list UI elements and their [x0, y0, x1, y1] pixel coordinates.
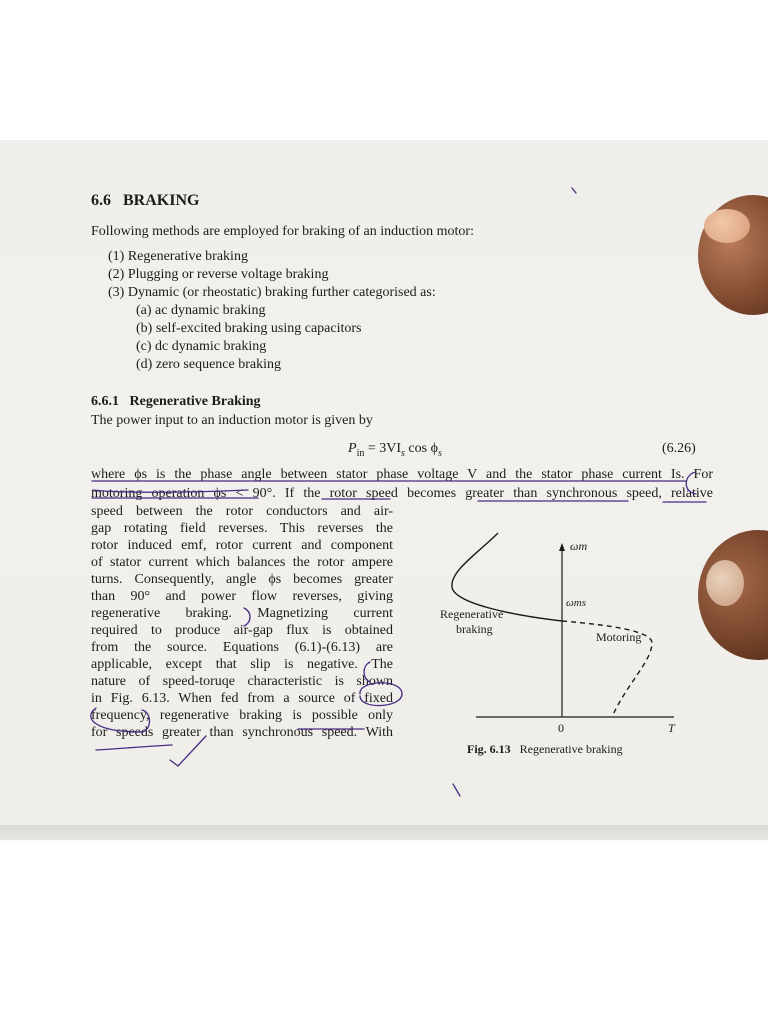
body-line: speed between the rotor conductors and air- — [91, 504, 393, 519]
figure-caption — [467, 742, 623, 757]
body-line: in Fig. 6.13. When fed from a source of fixed — [91, 691, 393, 706]
submethod-number: (d) — [136, 357, 153, 372]
submethod-item — [136, 339, 266, 355]
equation-rhs-tail: cos ϕ — [404, 441, 438, 456]
equation-lhs: P — [348, 441, 357, 456]
sync-speed-label: ωms — [566, 597, 586, 609]
motoring-region-label: Motoring — [596, 630, 642, 644]
body-line: for speeds greater than synchronous speed. With — [91, 725, 393, 740]
submethod-label: ac dynamic braking — [155, 303, 266, 318]
equation-rhs: = 3VI — [367, 441, 402, 456]
figure-caption-text: Regenerative braking — [519, 742, 623, 756]
body-line: than 90° and power flow reverses, giving — [91, 589, 393, 604]
method-number: (3) — [108, 285, 125, 300]
body-line: frequency, regenerative braking is possible only — [91, 708, 393, 723]
method-label: Dynamic (or rheostatic) braking further categorised as: — [127, 285, 436, 300]
body-line: regenerative braking. Magnetizing current — [91, 606, 393, 621]
body-line: of stator current which balances the rotor ampere — [91, 555, 393, 570]
y-axis-label: ωm — [570, 539, 588, 553]
method-item — [108, 249, 248, 265]
y-axis-arrow — [559, 543, 565, 551]
body-line-full: motoring operation ϕs < 90°. If the rotor speed becomes greater than synchronous speed, relative — [91, 486, 713, 501]
thumbnail-top — [704, 209, 750, 243]
submethod-number: (b) — [136, 321, 153, 336]
body-line-full: where ϕs is the phase angle between stator phase voltage V and the stator phase current Is. For — [91, 467, 713, 482]
subsection-heading — [91, 393, 261, 410]
regen-region-label-2: braking — [456, 622, 493, 636]
submethod-number: (c) — [136, 339, 152, 354]
method-number: (2) — [108, 267, 125, 282]
body-line: applicable, except that slip is negative. The — [91, 657, 393, 672]
page-edge-shadow — [0, 825, 768, 845]
body-line: gap rotating field reverses. This reverses the — [91, 521, 393, 536]
method-label: Regenerative braking — [127, 249, 248, 264]
submethod-item — [136, 321, 361, 337]
x-axis-label: T — [668, 721, 675, 735]
equation-rhs-tail-sub: s — [437, 447, 442, 459]
method-item — [108, 267, 328, 283]
method-label: Plugging or reverse voltage braking — [127, 267, 329, 282]
equation — [348, 440, 442, 462]
body-line: turns. Consequently, angle ϕs becomes greater — [91, 572, 393, 587]
section-heading — [91, 192, 199, 209]
method-item — [108, 285, 436, 301]
section-title: BRAKING — [123, 192, 200, 209]
regen-region-label-1: Regenerative — [440, 607, 504, 621]
origin-label: 0 — [558, 721, 564, 735]
submethod-label: zero sequence braking — [155, 357, 281, 372]
body-line: required to produce air-gap flux is obtained — [91, 623, 393, 638]
submethod-item — [136, 357, 281, 373]
subsection-title: Regenerative Braking — [129, 394, 261, 409]
section-number: 6.6 — [91, 192, 111, 209]
equation-rhs-sub: s — [401, 447, 405, 459]
thumbnail-mid — [706, 560, 744, 606]
body-line: from the source. Equations (6.1)-(6.13) are — [91, 640, 393, 655]
equation-number: (6.26) — [662, 441, 696, 456]
subsection-number: 6.6.1 — [91, 394, 119, 409]
figure-caption-number: Fig. 6.13 — [467, 742, 511, 756]
method-number: (1) — [108, 249, 125, 264]
submethod-label: dc dynamic braking — [155, 339, 267, 354]
figure-speed-torque — [430, 525, 690, 765]
submethod-number: (a) — [136, 303, 152, 318]
body-line: nature of speed-toruqe characteristic is shown — [91, 674, 393, 689]
submethod-label: self-excited braking using capacitors — [155, 321, 362, 336]
body-line: rotor induced emf, rotor current and component — [91, 538, 393, 553]
equation-lhs-sub: in — [356, 447, 365, 459]
section-intro: Following methods are employed for braking of an induction motor: — [91, 224, 474, 239]
submethod-item — [136, 303, 265, 319]
subsection-lead: The power input to an induction motor is given by — [91, 413, 373, 428]
